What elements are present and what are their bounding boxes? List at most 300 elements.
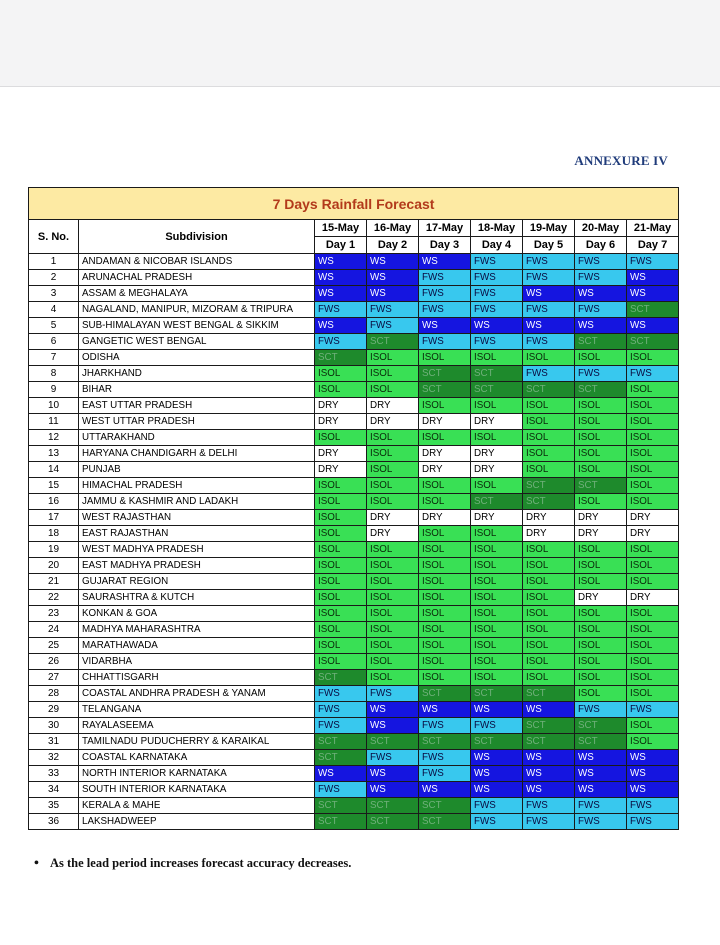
forecast-cell: SCT [315,798,367,814]
forecast-cell: ISOL [315,430,367,446]
forecast-cell: ISOL [523,398,575,414]
table-row [29,606,679,622]
forecast-cell: FWS [315,302,367,318]
serial-number-cell: 16 [29,494,79,510]
forecast-cell: ISOL [419,574,471,590]
table-row [29,526,679,542]
serial-number-cell: 19 [29,542,79,558]
table-row [29,318,679,334]
forecast-cell: ISOL [367,590,419,606]
forecast-cell: ISOL [523,574,575,590]
forecast-cell: ISOL [523,542,575,558]
date-header: 15-May [315,220,367,237]
table-row [29,622,679,638]
day-header: Day 7 [627,237,679,254]
forecast-cell: ISOL [471,558,523,574]
serial-number-cell: 15 [29,478,79,494]
forecast-cell: DRY [575,526,627,542]
forecast-cell: DRY [419,414,471,430]
forecast-cell: ISOL [367,558,419,574]
forecast-cell: DRY [419,510,471,526]
forecast-cell: ISOL [575,542,627,558]
forecast-cell: ISOL [575,670,627,686]
forecast-cell: DRY [523,510,575,526]
forecast-cell: ISOL [315,558,367,574]
forecast-cell: SCT [627,302,679,318]
forecast-cell: WS [627,782,679,798]
forecast-cell: ISOL [575,462,627,478]
forecast-cell: WS [523,766,575,782]
serial-number-cell: 34 [29,782,79,798]
forecast-cell: ISOL [315,590,367,606]
forecast-cell: ISOL [367,654,419,670]
serial-number-cell: 1 [29,254,79,270]
forecast-cell: ISOL [471,542,523,558]
table-row [29,494,679,510]
forecast-cell: ISOL [627,638,679,654]
forecast-cell: SCT [575,382,627,398]
forecast-cell: ISOL [627,494,679,510]
forecast-cell: DRY [627,510,679,526]
forecast-cell: ISOL [315,510,367,526]
forecast-cell: SCT [523,686,575,702]
table-row [29,542,679,558]
forecast-cell: DRY [367,398,419,414]
forecast-cell: WS [367,782,419,798]
subdivision-cell: TAMILNADU PUDUCHERRY & KARAIKAL [79,734,315,750]
forecast-cell: FWS [627,702,679,718]
serial-number-cell: 22 [29,590,79,606]
sno-header: S. No. [29,220,79,254]
serial-number-cell: 36 [29,814,79,830]
forecast-cell: DRY [471,510,523,526]
serial-number-cell: 26 [29,654,79,670]
serial-number-cell: 28 [29,686,79,702]
forecast-cell: WS [471,318,523,334]
forecast-cell: DRY [315,414,367,430]
forecast-cell: SCT [419,814,471,830]
subdivision-cell: ASSAM & MEGHALAYA [79,286,315,302]
forecast-cell: FWS [627,366,679,382]
forecast-cell: ISOL [367,446,419,462]
forecast-cell: DRY [419,462,471,478]
forecast-cell: SCT [471,734,523,750]
forecast-cell: FWS [315,702,367,718]
forecast-cell: ISOL [419,430,471,446]
forecast-cell: ISOL [315,478,367,494]
forecast-cell: ISOL [627,718,679,734]
table-row [29,814,679,830]
subdivision-cell: SOUTH INTERIOR KARNATAKA [79,782,315,798]
forecast-rows [29,254,679,830]
day-header: Day 6 [575,237,627,254]
subdivision-cell: ANDAMAN & NICOBAR ISLANDS [79,254,315,270]
serial-number-cell: 23 [29,606,79,622]
forecast-cell: ISOL [419,654,471,670]
forecast-cell: DRY [367,510,419,526]
subdivision-cell: BIHAR [79,382,315,398]
forecast-cell: FWS [471,798,523,814]
forecast-cell: ISOL [367,606,419,622]
forecast-cell: ISOL [315,654,367,670]
forecast-cell: ISOL [575,494,627,510]
forecast-cell: SCT [471,686,523,702]
subdivision-cell: PUNJAB [79,462,315,478]
table-row [29,334,679,350]
forecast-cell: SCT [523,382,575,398]
table-row [29,750,679,766]
forecast-cell: FWS [315,718,367,734]
forecast-cell: FWS [419,718,471,734]
forecast-cell: SCT [367,814,419,830]
table-row [29,702,679,718]
forecast-cell: SCT [367,734,419,750]
forecast-cell: WS [471,782,523,798]
forecast-cell: WS [575,286,627,302]
serial-number-cell: 18 [29,526,79,542]
forecast-cell: ISOL [315,366,367,382]
forecast-cell: ISOL [471,526,523,542]
subdivision-cell: GUJARAT REGION [79,574,315,590]
forecast-cell: ISOL [627,670,679,686]
forecast-cell: ISOL [315,526,367,542]
serial-number-cell: 6 [29,334,79,350]
table-row [29,286,679,302]
day-header: Day 1 [315,237,367,254]
forecast-cell: ISOL [523,622,575,638]
table-row [29,254,679,270]
day-header: Day 4 [471,237,523,254]
forecast-cell: FWS [523,814,575,830]
forecast-cell: SCT [367,334,419,350]
forecast-cell: ISOL [471,622,523,638]
forecast-cell: FWS [471,302,523,318]
forecast-cell: WS [367,766,419,782]
serial-number-cell: 27 [29,670,79,686]
serial-number-cell: 3 [29,286,79,302]
forecast-cell: FWS [367,686,419,702]
forecast-cell: FWS [315,782,367,798]
forecast-cell: ISOL [419,638,471,654]
subdivision-cell: EAST RAJASTHAN [79,526,315,542]
forecast-cell: ISOL [627,606,679,622]
forecast-cell: WS [575,318,627,334]
subdivision-cell: NAGALAND, MANIPUR, MIZORAM & TRIPURA [79,302,315,318]
forecast-cell: FWS [419,334,471,350]
subdivision-cell: JHARKHAND [79,366,315,382]
forecast-cell: ISOL [419,494,471,510]
forecast-cell: FWS [627,254,679,270]
subdivision-cell: ARUNACHAL PRADESH [79,270,315,286]
serial-number-cell: 24 [29,622,79,638]
serial-number-cell: 7 [29,350,79,366]
forecast-cell: WS [627,766,679,782]
forecast-cell: ISOL [471,478,523,494]
forecast-cell: ISOL [523,558,575,574]
forecast-cell: ISOL [419,350,471,366]
forecast-cell: WS [367,702,419,718]
forecast-cell: FWS [575,302,627,318]
subdivision-cell: EAST UTTAR PRADESH [79,398,315,414]
date-header: 21-May [627,220,679,237]
forecast-cell: WS [523,750,575,766]
forecast-cell: WS [315,254,367,270]
subdivision-cell: WEST UTTAR PRADESH [79,414,315,430]
forecast-cell: ISOL [575,446,627,462]
subdivision-cell: JAMMU & KASHMIR AND LADAKH [79,494,315,510]
forecast-cell: WS [523,782,575,798]
forecast-cell: WS [419,318,471,334]
serial-number-cell: 2 [29,270,79,286]
forecast-cell: FWS [523,334,575,350]
forecast-cell: FWS [575,798,627,814]
serial-number-cell: 32 [29,750,79,766]
table-title: 7 Days Rainfall Forecast [29,188,679,220]
forecast-cell: SCT [419,734,471,750]
forecast-cell: ISOL [575,350,627,366]
table-row [29,366,679,382]
forecast-cell: WS [471,702,523,718]
forecast-cell: ISOL [315,382,367,398]
serial-number-cell: 20 [29,558,79,574]
forecast-cell: ISOL [367,494,419,510]
table-row [29,510,679,526]
table-row [29,654,679,670]
forecast-cell: DRY [471,414,523,430]
forecast-cell: ISOL [471,638,523,654]
forecast-cell: SCT [419,382,471,398]
forecast-cell: ISOL [575,622,627,638]
day-header: Day 5 [523,237,575,254]
forecast-cell: ISOL [627,398,679,414]
forecast-cell: ISOL [627,350,679,366]
date-header: 18-May [471,220,523,237]
subdivision-cell: WEST RAJASTHAN [79,510,315,526]
forecast-cell: ISOL [575,558,627,574]
forecast-cell: WS [471,766,523,782]
forecast-cell: WS [627,318,679,334]
table-row [29,718,679,734]
forecast-cell: ISOL [627,734,679,750]
forecast-cell: FWS [367,302,419,318]
table-row [29,302,679,318]
subdivision-cell: TELANGANA [79,702,315,718]
forecast-cell: SCT [315,734,367,750]
forecast-cell: ISOL [367,478,419,494]
forecast-cell: DRY [575,510,627,526]
forecast-cell: WS [367,270,419,286]
forecast-cell: SCT [419,686,471,702]
forecast-cell: FWS [419,270,471,286]
forecast-cell: SCT [315,670,367,686]
serial-number-cell: 33 [29,766,79,782]
forecast-cell: ISOL [419,478,471,494]
date-header: 20-May [575,220,627,237]
forecast-cell: WS [523,702,575,718]
serial-number-cell: 17 [29,510,79,526]
forecast-cell: ISOL [367,462,419,478]
forecast-cell: WS [367,718,419,734]
forecast-cell: ISOL [471,654,523,670]
forecast-cell: DRY [419,446,471,462]
forecast-cell: SCT [575,478,627,494]
serial-number-cell: 21 [29,574,79,590]
forecast-cell: ISOL [471,430,523,446]
forecast-cell: SCT [315,750,367,766]
forecast-cell: WS [627,286,679,302]
forecast-cell: WS [367,286,419,302]
forecast-cell: ISOL [575,398,627,414]
forecast-cell: ISOL [367,622,419,638]
forecast-cell: WS [419,702,471,718]
forecast-cell: FWS [523,366,575,382]
table-row [29,478,679,494]
forecast-cell: ISOL [419,542,471,558]
forecast-cell: ISOL [367,366,419,382]
forecast-cell: SCT [419,798,471,814]
subdivision-cell: SAURASHTRA & KUTCH [79,590,315,606]
forecast-cell: WS [315,318,367,334]
forecast-cell: DRY [367,526,419,542]
forecast-cell: ISOL [627,574,679,590]
forecast-cell: ISOL [367,638,419,654]
subdivision-cell: COASTAL ANDHRA PRADESH & YANAM [79,686,315,702]
forecast-cell: ISOL [315,622,367,638]
forecast-cell: FWS [367,318,419,334]
forecast-cell: ISOL [627,542,679,558]
subdivision-cell: VIDARBHA [79,654,315,670]
serial-number-cell: 30 [29,718,79,734]
forecast-cell: ISOL [523,590,575,606]
table-row [29,574,679,590]
forecast-cell: DRY [471,446,523,462]
serial-number-cell: 29 [29,702,79,718]
subdivision-cell: RAYALASEEMA [79,718,315,734]
page-top-band [0,0,720,87]
table-row [29,766,679,782]
forecast-cell: FWS [575,366,627,382]
forecast-cell: FWS [575,270,627,286]
forecast-cell: WS [315,766,367,782]
forecast-cell: SCT [471,382,523,398]
serial-number-cell: 12 [29,430,79,446]
forecast-cell: DRY [471,462,523,478]
forecast-cell: FWS [471,718,523,734]
forecast-cell: SCT [471,494,523,510]
subdivision-cell: CHHATTISGARH [79,670,315,686]
forecast-cell: WS [367,254,419,270]
forecast-cell: FWS [471,334,523,350]
forecast-cell: WS [627,270,679,286]
forecast-cell: ISOL [627,382,679,398]
serial-number-cell: 5 [29,318,79,334]
forecast-cell: ISOL [419,590,471,606]
forecast-cell: WS [315,270,367,286]
forecast-cell: ISOL [627,414,679,430]
forecast-cell: SCT [575,334,627,350]
forecast-cell: FWS [419,286,471,302]
forecast-cell: WS [419,254,471,270]
annexure-label: ANNEXURE IV [574,153,668,168]
forecast-cell: FWS [523,798,575,814]
forecast-cell: ISOL [627,686,679,702]
table-row [29,398,679,414]
forecast-cell: SCT [575,718,627,734]
forecast-cell: ISOL [627,430,679,446]
accuracy-note [34,856,351,872]
table-row [29,798,679,814]
serial-number-cell: 31 [29,734,79,750]
forecast-cell: ISOL [575,654,627,670]
subdivision-cell: HARYANA CHANDIGARH & DELHI [79,446,315,462]
serial-number-cell: 13 [29,446,79,462]
table-row [29,382,679,398]
forecast-cell: ISOL [471,670,523,686]
forecast-cell: FWS [471,814,523,830]
forecast-cell: DRY [627,590,679,606]
rainfall-forecast-table [28,187,679,830]
forecast-cell: FWS [575,254,627,270]
forecast-cell: ISOL [419,558,471,574]
day-header: Day 2 [367,237,419,254]
subdivision-cell: UTTARAKHAND [79,430,315,446]
table-row [29,670,679,686]
forecast-cell: FWS [315,686,367,702]
forecast-cell: ISOL [523,430,575,446]
forecast-cell: SCT [367,798,419,814]
forecast-cell: FWS [627,798,679,814]
forecast-cell: WS [419,782,471,798]
forecast-cell: SCT [627,334,679,350]
serial-number-cell: 11 [29,414,79,430]
subdivision-cell: GANGETIC WEST BENGAL [79,334,315,350]
table-row [29,686,679,702]
forecast-cell: SCT [419,366,471,382]
forecast-cell: ISOL [419,670,471,686]
serial-number-cell: 8 [29,366,79,382]
forecast-cell: WS [471,750,523,766]
forecast-cell: DRY [367,414,419,430]
note-text: As the lead period increases forecast accuracy decreases. [50,856,352,870]
forecast-cell: ISOL [315,574,367,590]
subdivision-cell: LAKSHADWEEP [79,814,315,830]
bullet-icon: • [34,856,39,871]
table-row [29,734,679,750]
forecast-cell: SCT [471,366,523,382]
forecast-cell: ISOL [575,430,627,446]
forecast-cell: DRY [315,398,367,414]
subdivision-cell: ODISHA [79,350,315,366]
table-row [29,782,679,798]
forecast-cell: ISOL [419,622,471,638]
forecast-cell: ISOL [575,686,627,702]
forecast-cell: FWS [367,750,419,766]
forecast-cell: ISOL [523,606,575,622]
forecast-cell: ISOL [627,462,679,478]
forecast-cell: ISOL [367,574,419,590]
subdivision-cell: WEST MADHYA PRADESH [79,542,315,558]
forecast-cell: ISOL [523,446,575,462]
forecast-cell: FWS [315,334,367,350]
table-row [29,350,679,366]
forecast-cell: FWS [419,750,471,766]
forecast-cell: ISOL [575,606,627,622]
forecast-cell: ISOL [627,478,679,494]
table-row [29,270,679,286]
table-row [29,462,679,478]
forecast-cell: DRY [315,462,367,478]
table-row [29,414,679,430]
